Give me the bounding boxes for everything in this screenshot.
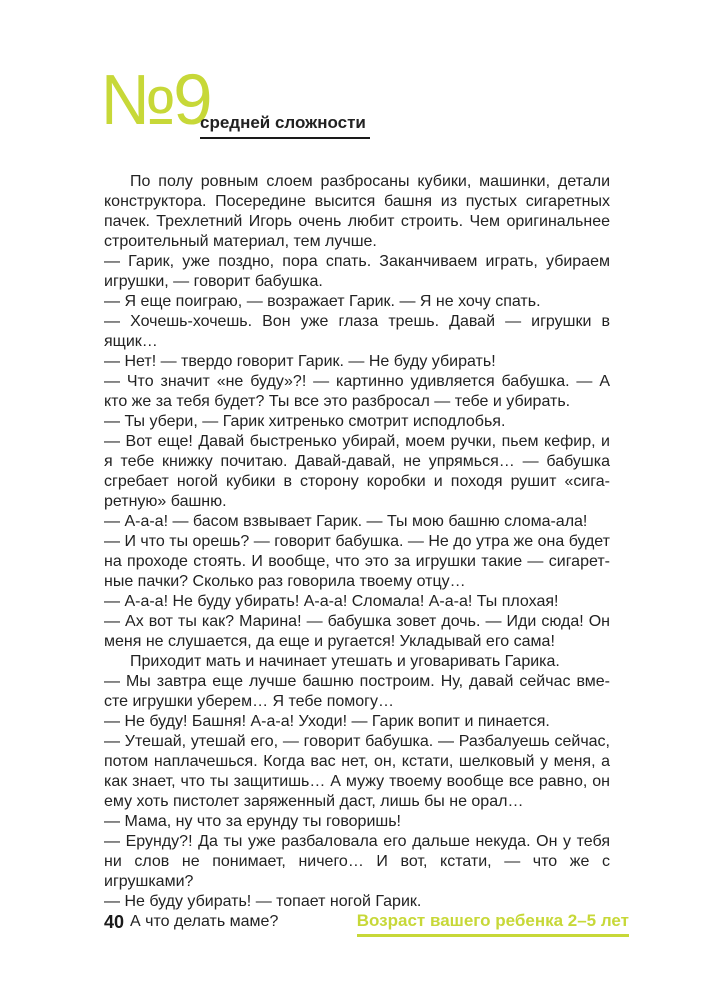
story-paragraph: — Не буду! Башня! А-а-а! Уходи! — Гарик вопит и пинается. [104,713,550,730]
story-paragraph: — Я еще поиграю, — возражает Гарик. — Я не хочу спать. [104,293,541,310]
story-paragraph: Приходит мать и начинает утешать и уговаривать Гарика. [130,653,560,670]
exercise-number: №9 [100,61,210,140]
story-text [104,172,610,932]
story-paragraph: — Нет! — твердо говорит Гарик. — Не буду убирать! [104,353,496,370]
story-paragraph: — А-а-а! — басом взвывает Гарик. — Ты мою башню слома-ала! [104,513,588,530]
story-paragraph: — Утешай, утешай его, — говорит бабушка. — Разбалуешь сейчас, потом наплачешься. Когда вас нет, он, кстати, шелковый у меня, а как знает, что ты защитишь… А мужу твоему вообще все равно, он ему хоть пистолет заряженный даст, лишь бы не орал… [104,733,610,810]
story-paragraph: — Гарик, уже поздно, пора спать. Заканчиваем играть, убираем игрушки, — говорит бабушка. [104,253,610,290]
difficulty-label: средней сложности [200,113,370,139]
story-paragraph: По полу ровным слоем разбросаны кубики, машинки, детали конструктора. Посередине высится башня из пустых сигаретных пачек. Трехлетний Игорь очень любит строить. Чем оригинальнее строительный материал, тем лучше. [104,173,610,250]
story-paragraph: А что делать маме? [130,913,279,930]
story-paragraph: — Не буду убирать! — топает ногой Гарик. [104,893,422,910]
story-paragraph: — Ах вот ты как? Марина! — бабушка зовет дочь. — Иди сюда! Он меня не слушается, да еще и ругается! Укладывай его сама! [104,613,610,650]
page-number: 40 [104,912,125,932]
story-paragraph: — И что ты орешь? — говорит бабушка. — Не до утра же она будет на проходе стоять. И вообще, что это за игрушки такие — сигаретные пачки? Сколько раз говорила твоему отцу… [104,533,610,590]
story-paragraph: — А-а-а! Не буду убирать! А-а-а! Сломала! А-а-а! Ты плохая! [104,593,559,610]
story-paragraph: — Что значит «не буду»?! — картинно удивляется бабушка. — А кто же за тебя будет? Ты все это разбросал — тебе и убирать. [104,373,610,410]
story-paragraph: — Ерунду?! Да ты уже разбаловала его дальше некуда. Он у тебя ни слов не понимает, ничего… И вот, кстати, — что же с игрушками? [104,833,610,890]
story-paragraph: — Вот еще! Давай быстренько убирай, моем ручки, пьем кефир, и я тебе книжку почитаю. Давай-давай, не упрямься… — бабушка сгребает ногой кубики в сторону коробки и походя рушит «сигаретную» башню. [104,433,610,510]
story-paragraph: — Мама, ну что за ерунду ты говоришь! [104,813,401,830]
story-paragraph: — Ты убери, — Гарик хитренько смотрит исподлобья. [104,413,506,430]
series-title: Возраст вашего ребенка 2–5 лет [357,911,629,937]
story-paragraph: — Хочешь-хочешь. Вон уже глаза трешь. Давай — игрушки в ящик… [104,313,610,350]
story-paragraph: — Мы завтра еще лучше башню построим. Ну, давай сейчас вместе игрушки уберем… Я тебе помогу… [104,673,610,710]
